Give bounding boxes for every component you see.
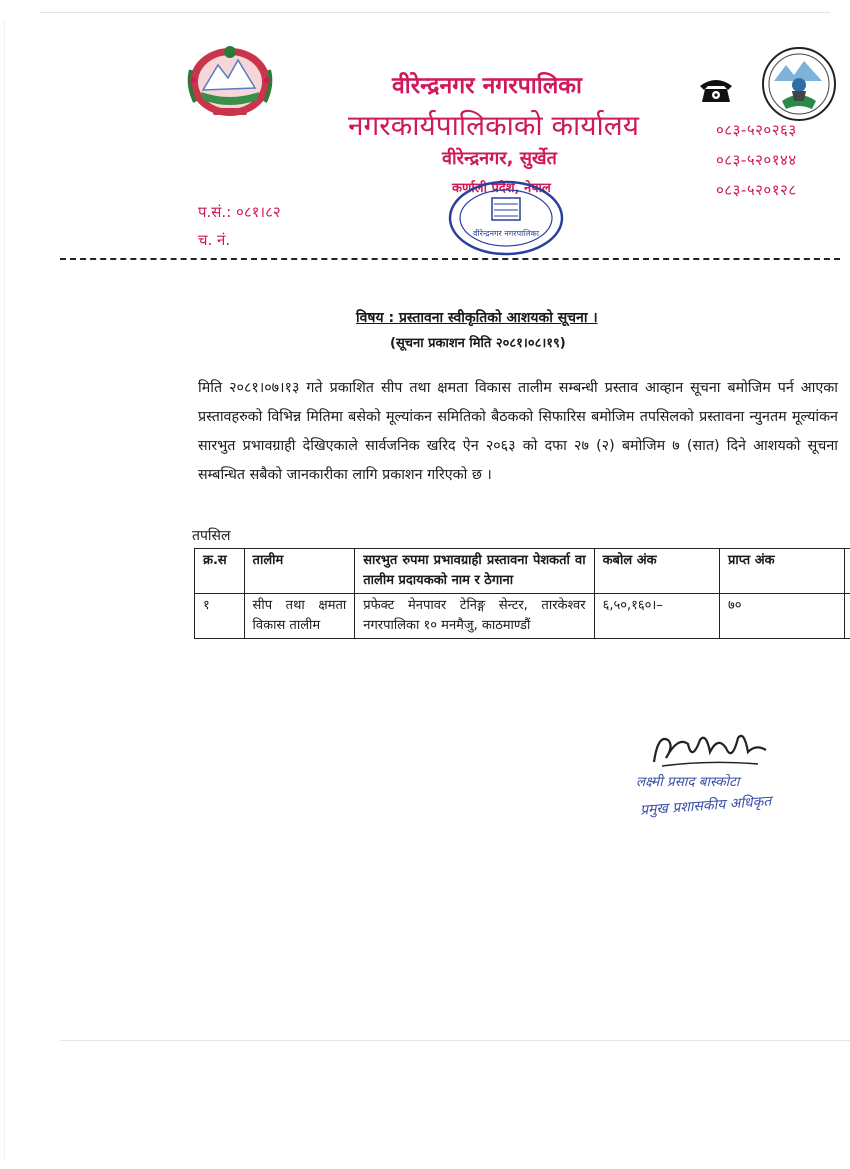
office-name: नगरकार्यपालिकाको कार्यालय <box>348 109 640 142</box>
municipality-name: वीरेन्द्रनगर नगरपालिका <box>392 73 582 99</box>
phone-number: ०८३-५२०२६३ <box>716 121 797 139</box>
stamp-text: वीरेन्द्रनगर नगरपालिका <box>473 229 539 238</box>
col-header-training: तालीम <box>244 549 355 594</box>
office-stamp <box>444 180 569 260</box>
signatory-name: लक्ष्मी प्रसाद बास्कोटा <box>636 774 740 790</box>
cell-training: सीप तथा क्षमता विकास तालीम <box>244 594 355 639</box>
office-province: कर्णाली प्रदेश, नेपाल <box>452 181 551 196</box>
page-edge-bottom <box>60 1040 850 1041</box>
col-header-marks: प्राप्त अंक <box>720 549 845 594</box>
signatory-title: प्रमुख प्रशासकीय अधिकृत <box>639 793 772 819</box>
nepal-emblem-logo <box>183 40 278 120</box>
office-location: वीरेन्द्रनगर, सुर्खेत <box>442 148 557 169</box>
table-header-row <box>195 549 850 594</box>
cell-marks: ७० <box>720 594 845 639</box>
phone-number: ०८३-५२०१२८ <box>716 181 797 199</box>
cell-provider: प्रफेक्ट मेनपावर टेनिङ्ग सेन्टर, तारकेश्वर नगरपालिका १० मनमैजु, काठमाण्डौं <box>355 594 594 639</box>
municipality-logo <box>760 45 838 123</box>
page-edge-top <box>40 12 830 13</box>
col-header-sn: क्र.स <box>195 549 245 594</box>
publication-date: (सूचना प्रकाशन मिति २०८१।०८।१९) <box>390 336 566 351</box>
table-cut-edge <box>845 594 850 639</box>
page-edge-left <box>4 20 5 1160</box>
col-header-bid-amount: कबोल अंक <box>594 549 719 594</box>
notice-body: मिति २०८१।०७।१३ गते प्रकाशित सीप तथा क्षमता विकास तालीम सम्बन्धी प्रस्ताव आव्हान सूचना बमोजिम पर्न आएका प्रस्तावहरुको विभिन्न मितिमा बसेको मूल्यांकन समितिको बैठकको सिफारिस बमोजिम तपसिलको प्रस्तावना न्युनतम मूल्यांकन सारभुत प्रभावग्राही देखिएकाले सार्वजनिक खरिद ऐन २०६३ को दफा २७ (२) बमोजिम ७ (सात) दिने आशयको सूचना सम्बन्धित सबैको जानकारीका लागि प्रकाशन गरिएको छ । <box>198 380 838 483</box>
header-divider <box>60 258 840 260</box>
col-header-provider: सारभुत रुपमा प्रभावग्राही प्रस्तावना पेशकर्ता वा तालीम प्रदायकको नाम र ठेगाना <box>355 549 594 594</box>
notice-subject: विषय : प्रस्तावना स्वीकृतिको आशयको सूचना । <box>356 310 598 326</box>
table-row <box>195 594 850 639</box>
evaluation-table <box>194 548 850 639</box>
dispatch-number: च. नं. <box>198 231 231 249</box>
cell-bid-amount: ६,५०,१६०।– <box>594 594 719 639</box>
table-cut-edge <box>845 549 850 594</box>
reference-number: प.सं.: ०८१।८२ <box>198 203 281 221</box>
table-label: तपसिल <box>192 528 231 544</box>
telephone-icon <box>698 76 734 104</box>
phone-number: ०८३-५२०१४४ <box>716 151 797 169</box>
cell-sn: १ <box>195 594 245 639</box>
